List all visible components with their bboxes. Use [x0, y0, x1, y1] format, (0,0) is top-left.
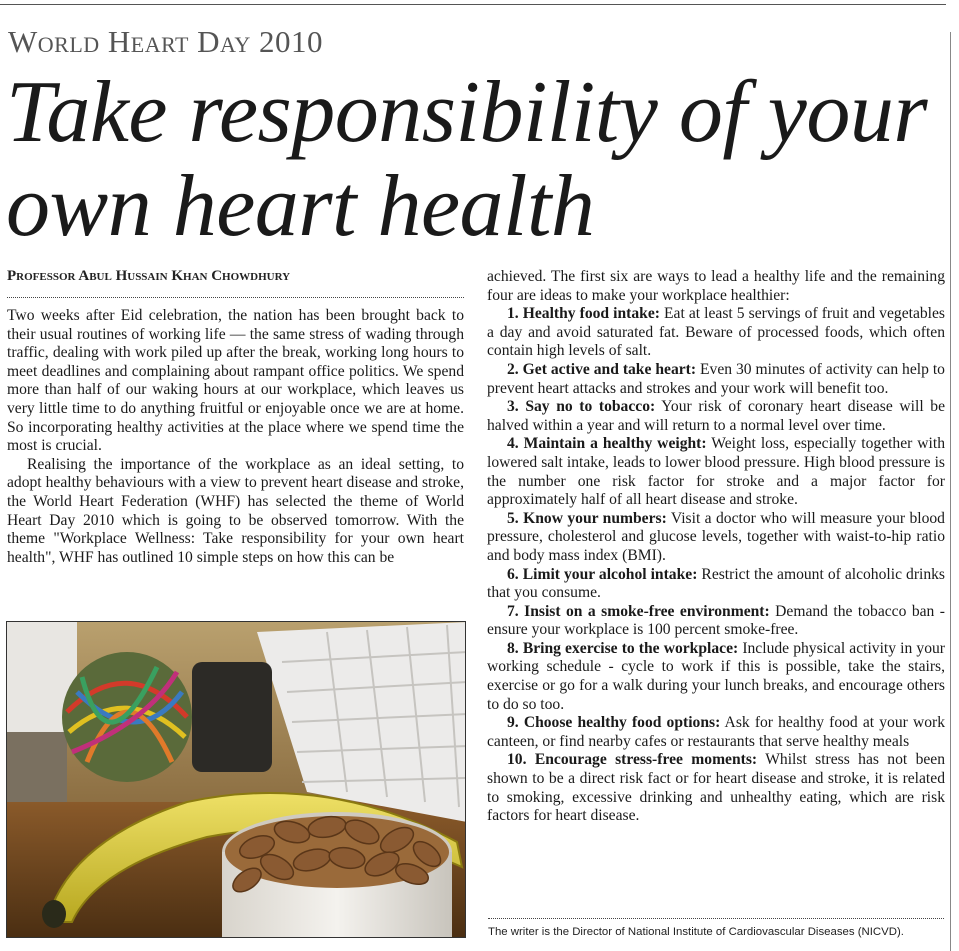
step-item [487, 305, 945, 361]
step-text: Whilst stress has not been shown to be a direct risk fact or for heart disease and stroke, it is related to smoking, excessive drinking and unhealthy eating, which are risk factors for heart disease. [487, 751, 946, 825]
step-title: 4. Maintain a healthy weight: [507, 435, 707, 453]
step-title: 10. Encourage stress-free moments: [507, 751, 758, 769]
step-text: Eat at least 5 servings of fruit and vegetables a day and avoid saturated fat. Beware of processed foods, which often contain high levels of salt. [487, 305, 945, 360]
step-item [487, 603, 945, 640]
step-item [487, 566, 945, 603]
headline-line-2: own heart health [6, 158, 595, 255]
photo-banana-almonds [6, 621, 466, 938]
step-title: 3. Say no to tobacco: [507, 398, 656, 416]
step-text: Ask for healthy food at your work canteen, or find nearby cafes or restaurants that serve healthy meals [487, 714, 945, 750]
step-text: Your risk of coronary heart disease will be halved within a year and will return to a normal level over time. [487, 398, 945, 434]
step-title: 8. Bring exercise to the workplace: [507, 639, 739, 657]
step-item [487, 361, 945, 398]
headline [6, 66, 956, 254]
step-text: Restrict the amount of alcoholic drinks that you consume. [487, 565, 946, 602]
step-item [487, 398, 945, 435]
step-item [487, 640, 945, 714]
top-rule [0, 4, 946, 5]
step-text: Weight loss, especially together with lowered salt intake, leads to lower blood pressure. High blood pressure is the number one risk factor for stroke and a major factor for approximately half of all heart disease and stroke. [487, 435, 945, 509]
column-left [7, 307, 464, 567]
step-item [487, 510, 945, 566]
step-title: 6. Limit your alcohol intake: [507, 565, 698, 583]
step-text: Visit a doctor who will measure your blood pressure, cholesterol and glucose levels, together with waist-to-hip ratio and body mass index (BMI). [487, 509, 945, 564]
step-text: Even 30 minutes of activity can help to prevent heart attacks and strokes and your work will benefit too. [487, 360, 945, 397]
step-title: 5. Know your numbers: [507, 509, 667, 527]
headline-line-1: Take responsibility of your [6, 64, 928, 161]
column-right-intro: achieved. The first six are ways to lead a healthy life and the remaining four are ideas to make your workplace healthier: [487, 268, 945, 304]
byline-divider [7, 297, 464, 298]
step-title: 7. Insist on a smoke-free environment: [507, 602, 770, 620]
step-text: Demand the tobacco ban - ensure your workplace is 100 percent smoke-free. [487, 602, 945, 639]
step-title: 2. Get active and take heart: [507, 360, 697, 378]
step-title: 1. Healthy food intake: [507, 305, 660, 323]
paragraph-1: Two weeks after Eid celebration, the nation has been brought back to their usual routines of working life — the same stress of wading through traffic, dealing with work piled up after the break, working long hours to meet deadlines and complaining about rampant office politics. We spend more than half of our waking hours at our workplace, which leaves us very little time to do anything fruitful or enjoyable once we are at home. So incorporating healthy activities at the place where we spend time the most is crucial. [7, 307, 464, 455]
section-kicker: World Heart Day 2010 [8, 24, 324, 59]
step-item [487, 435, 945, 509]
step-item [487, 714, 945, 751]
byline: Professor Abul Hussain Khan Chowdhury [7, 268, 291, 284]
photo-illustration [7, 622, 466, 938]
column-right [487, 268, 945, 826]
step-text: Include physical activity in your working schedule - cycle to work if this is possible, take the stairs, exercise or go for a walk during your lunch breaks, and encourage others to do so too. [487, 639, 945, 713]
author-note: The writer is the Director of National Institute of Cardiovascular Diseases (NICVD). [488, 926, 904, 938]
step-item [487, 751, 945, 825]
step-title: 9. Choose healthy food options: [507, 714, 721, 732]
footer-divider [488, 918, 944, 919]
paragraph-2: Realising the importance of the workplace as an ideal setting, to adopt healthy behaviours with a view to prevent heart disease and stroke, the World Heart Federation (WHF) has selected the theme of World Heart Day 2010 which is going to be observed tomorrow. With the theme "Workplace Wellness: Take responsibility for your own heart health", WHF has outlined 10 simple steps on how this can be [7, 455, 464, 566]
